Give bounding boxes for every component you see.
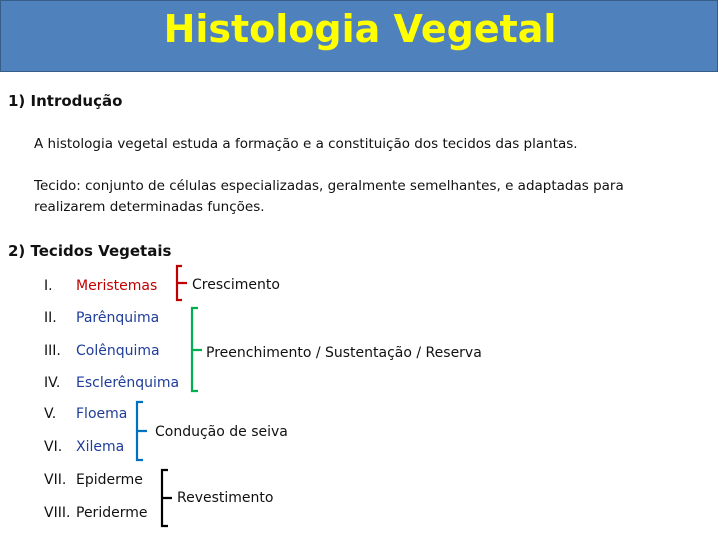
list-item-number: VIII. — [44, 505, 71, 521]
list-item-meristemas: Meristemas — [76, 278, 158, 294]
section-heading-intro: 1) Introdução — [8, 92, 123, 110]
list-item-xilema: Xilema — [76, 439, 125, 455]
list-item-floema: Floema — [76, 406, 128, 422]
page-title: Histologia Vegetal — [163, 7, 557, 51]
bracket-crescimento — [177, 266, 187, 300]
list-item-number: I. — [44, 278, 53, 294]
list-item-number: III. — [44, 343, 61, 359]
list-item-parenquima: Parênquima — [76, 310, 160, 326]
list-item-colenquima: Colênquima — [76, 343, 160, 359]
bracket-preenchimento — [192, 308, 202, 391]
group-label-crescimento: Crescimento — [192, 277, 280, 293]
list-item-periderme: Periderme — [76, 505, 148, 521]
bracket-revestimento — [162, 470, 172, 526]
tissue-definition-line2: realizarem determinadas funções. — [34, 199, 265, 215]
bracket-conducao — [137, 402, 147, 460]
list-item-number: IV. — [44, 375, 61, 391]
list-item-epiderme: Epiderme — [76, 472, 143, 488]
group-label-preenchimento: Preenchimento / Sustentação / Reserva — [206, 345, 482, 361]
group-label-conducao: Condução de seiva — [155, 424, 288, 440]
list-item-number: VI. — [44, 439, 63, 455]
definition-term: Tecido: — [34, 178, 81, 194]
section-heading-tissues: 2) Tecidos Vegetais — [8, 242, 172, 260]
list-item-esclerenquima: Esclerênquima — [76, 375, 180, 391]
list-item-number: VII. — [44, 472, 67, 488]
list-item-number: II. — [44, 310, 57, 326]
intro-paragraph: A histologia vegetal estuda a formação e a constituição dos tecidos das plantas. — [34, 136, 578, 152]
list-item-number: V. — [44, 406, 57, 422]
definition-text: conjunto de células especializadas, geralmente semelhantes, e adaptadas para — [80, 178, 624, 194]
group-label-revestimento: Revestimento — [177, 490, 274, 506]
